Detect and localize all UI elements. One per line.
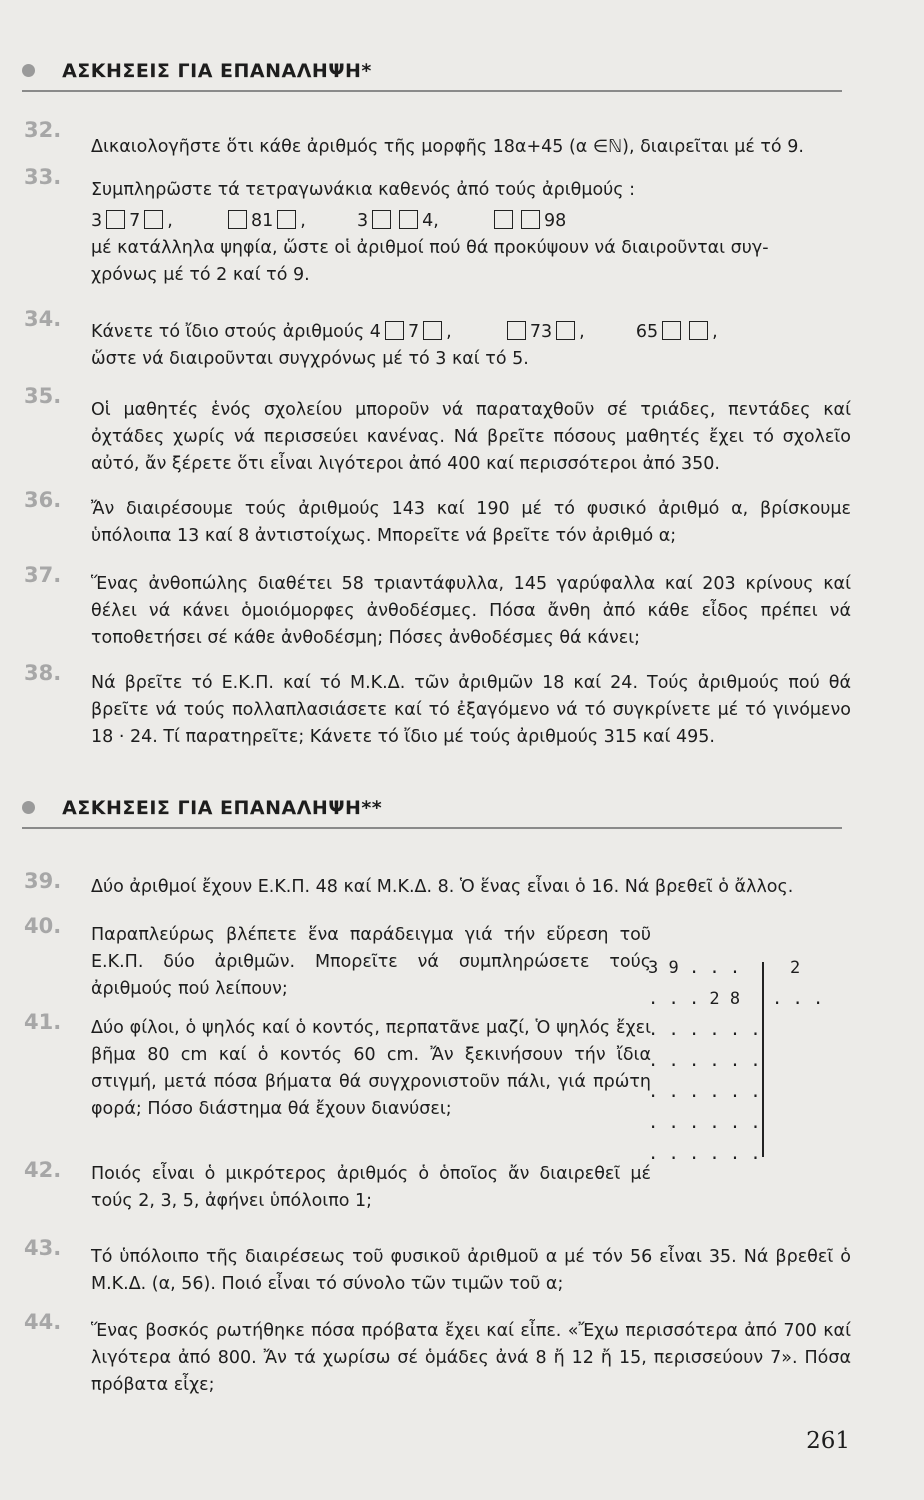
blank-box (556, 321, 575, 340)
digit: 65 (635, 322, 659, 342)
digit: 3 (357, 211, 369, 231)
blank-box (494, 210, 513, 229)
blank-box (507, 321, 526, 340)
section-header-1 (22, 60, 842, 92)
section-title: ΑΣΚΗΣΕΙΣ ΓΙΑ ΕΠΑΝΑΛΗΨΗ** (62, 797, 383, 819)
blank-box (385, 321, 404, 340)
exercise-38-text: Νά βρεῖτε τό Ε.Κ.Π. καί τό Μ.Κ.Δ. τῶν ἀριθμῶν 18 καί 24. Τούς ἀριθμούς πού θά βρεῖτε νά τούς πολλαπλασιάσετε καί τό ἐξαγόμενο νά τό συγκρίνετε μέ τό γινόμενο 18 · 24. Τί παρατηρεῖτε; Κάνετε τό ἴδιο μέ τούς ἀριθμούς 315 καί 495. (91, 673, 851, 747)
bullet-icon (22, 801, 35, 814)
exercise-42-text: Ποιός εἶναι ὁ μικρότερος ἀριθμός ὁ ὁποῖος ἄν διαιρεθεῖ μέ τούς 2, 3, 5, ἀφήνει ὑπόλοιπο 1; (91, 1164, 651, 1211)
table-cell: . . . . . . (648, 1144, 761, 1164)
exercise-number: 39. (24, 869, 62, 893)
page-number: 261 (806, 1428, 850, 1454)
digit: 81 (251, 211, 274, 231)
table-cell: . . . . . . (648, 1113, 761, 1133)
exercise-35-text: Οἱ μαθητές ἑνός σχολείου μποροῦν νά παραταχθοῦν σέ τριάδες, πεντάδες καί ὀχτάδες χωρίς νά περισσεύει κανένας. Νά βρεῖτε πόσους μαθητές ἔχει τό σχολεῖο αὐτό, ἄν ξέρετε ὅτι εἶναι λιγότεροι ἀπό 400 καί περισσότεροι ἀπό 350. (91, 400, 851, 474)
exercise-33-line4: χρόνως μέ τό 2 καί τό 9. (91, 265, 310, 285)
exercise-number: 41. (24, 1010, 62, 1034)
separator: , (167, 211, 173, 231)
separator: , (579, 322, 585, 342)
section-header-2 (22, 797, 842, 829)
exercise-34 (91, 319, 851, 373)
table-divider (762, 962, 764, 1157)
exercise-number: 35. (24, 384, 62, 408)
exercise-33-line1: Συμπληρῶστε τά τετραγωνάκια καθενός ἀπό τούς ἀριθμούς : (91, 180, 636, 200)
blank-box (277, 210, 296, 229)
exercise-number: 44. (24, 1310, 62, 1334)
bullet-icon (22, 64, 35, 77)
exercise-number: 40. (24, 914, 62, 938)
exercise-number: 33. (24, 165, 62, 189)
table-cell: . . . (772, 989, 824, 1009)
blank-box (662, 321, 681, 340)
exercise-32-text: Δικαιολογῆστε ὅτι κάθε ἀριθμός τῆς μορφῆς 18α+45 (α ∈ℕ), διαιρεῖται μέ τό 9. (91, 137, 804, 157)
blank-box (106, 210, 125, 229)
exercise-number: 43. (24, 1236, 62, 1260)
exercise-number: 34. (24, 307, 62, 331)
exercise-43-text: Τό ὑπόλοιπο τῆς διαιρέσεως τοῦ φυσικοῦ ἀριθμοῦ α μέ τόν 56 εἶναι 35. Νά βρεθεῖ ὁ Μ.Κ.Δ. (α, 56). Ποιό εἶναι τό σύνολο τῶν τιμῶν τοῦ α; (91, 1247, 851, 1294)
table-cell: . . . . . . (648, 1082, 761, 1102)
digit: 73 (529, 322, 553, 342)
exercise-36-text: Ἄν διαιρέσουμε τούς ἀριθμούς 143 καί 190 μέ τό φυσικό ἀριθμό α, βρίσκουμε ὑπόλοιπα 13 καί 8 ἀντιστοίχως. Μπορεῖτε νά βρεῖτε τόν ἀριθμό α; (91, 499, 851, 546)
digit-boxes-row (91, 319, 851, 346)
blank-box (228, 210, 247, 229)
exercise-34-text: Κάνετε τό ἴδιο στούς ἀριθμούς 4 (91, 322, 381, 342)
separator: , (446, 322, 452, 342)
digit: 7 (129, 211, 141, 231)
separator: , (300, 211, 306, 231)
exercise-44-text: Ἕνας βοσκός ρωτήθηκε πόσα πρόβατα ἔχει καί εἶπε. «Ἔχω περισσότερα ἀπό 700 καί λιγότερα ἀπό 800. Ἄν τά χωρίσω σέ ὁμάδες ἀνά 8 ἤ 12 ἤ 15, περισσεύουν 7». Πόσα πρόβατα εἶχε; (91, 1321, 851, 1395)
table-cell: . . . 2 8 (648, 989, 741, 1009)
blank-box (399, 210, 418, 229)
lcm-division-table (648, 958, 828, 1178)
digit: 7 (407, 322, 420, 342)
blank-box (372, 210, 391, 229)
blank-box (144, 210, 163, 229)
digit: 3 (91, 211, 103, 231)
blank-box (521, 210, 540, 229)
exercise-40-text: Παραπλεύρως βλέπετε ἕνα παράδειγμα γιά τήν εὕρεση τοῦ Ε.Κ.Π. δύο ἀριθμῶν. Μπορεῖτε νά συμπληρώσετε τούς ἀριθμούς πού λείπουν; (91, 925, 651, 999)
digit: 98 (544, 211, 567, 231)
table-cell: . . . . . . (648, 1051, 761, 1071)
exercise-number: 32. (24, 118, 62, 142)
exercise-37-text: Ἕνας ἀνθοπώλης διαθέτει 58 τριαντάφυλλα, 145 γαρύφαλλα καί 203 κρίνους καί θέλει νά κάνει ὁμοιόμορφες ἀνθοδέσμες. Πόσα ἄνθη ἀπό κάθε εἶδος πρέπει νά τοποθετήσει σέ κάθε ἀνθοδέσμη; Πόσες ἀνθοδέσμες θά κάνει; (91, 574, 851, 648)
blank-box (689, 321, 708, 340)
exercise-34-line2: ὥστε νά διαιροῦνται συγχρόνως μέ τό 3 καί τό 5. (91, 349, 529, 369)
table-cell: . . . . . . (648, 1020, 761, 1040)
exercise-number: 37. (24, 563, 62, 587)
table-cell: 3 9 . . . (648, 958, 741, 978)
exercise-number: 38. (24, 661, 62, 685)
exercise-41-text: Δύο φίλοι, ὁ ψηλός καί ὁ κοντός, περπατᾶνε μαζί, Ὁ ψηλός ἔχει βῆμα 80 cm καί ὁ κοντός 60 cm. Ἄν ξεκινήσουν τήν ἴδια στιγμή, μετά πόσα βήματα θά συγχρονιστοῦν πάλι, γιά πρώτη φορά; Πόσο διάστημα θά ἔχουν διανύσει; (91, 1018, 651, 1119)
exercise-39-text: Δύο ἀριθμοί ἔχουν Ε.Κ.Π. 48 καί Μ.Κ.Δ. 8. Ὁ ἕνας εἶναι ὁ 16. Νά βρεθεῖ ὁ ἄλλος. (91, 877, 794, 897)
exercise-33-line3: μέ κατάλληλα ψηφία, ὥστε οἱ ἀριθμοί πού θά προκύψουν νά διαιροῦνται συγ- (91, 238, 769, 258)
exercise-33 (91, 177, 851, 289)
blank-box (423, 321, 442, 340)
exercise-number: 36. (24, 488, 62, 512)
separator: , (712, 322, 718, 342)
table-cell: 2 (790, 958, 801, 978)
digit: 4, (422, 211, 439, 231)
exercise-number: 42. (24, 1158, 62, 1182)
digit-boxes-row (91, 208, 851, 235)
section-title: ΑΣΚΗΣΕΙΣ ΓΙΑ ΕΠΑΝΑΛΗΨΗ* (62, 60, 372, 82)
